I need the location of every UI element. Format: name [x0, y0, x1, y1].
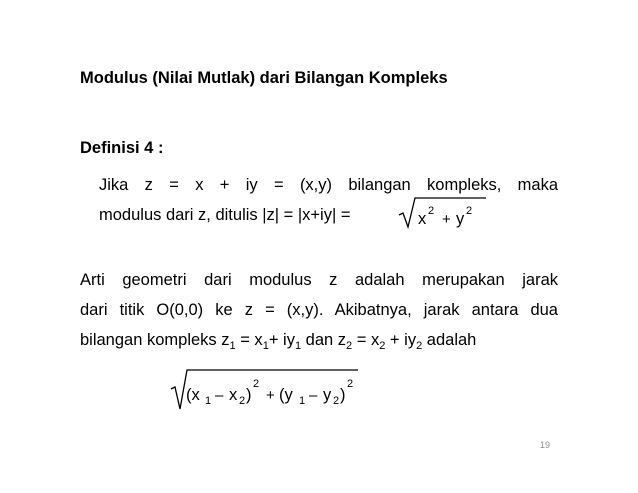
formula2-plus: +	[266, 387, 275, 404]
paragraph-line-3: bilangan kompleks $z_1 = x_1+ iy_1$ dan $z_2 = x_2 + iy_2$ adalah	[80, 331, 477, 352]
slide-title: Modulus (Nilai Mutlak) dari Bilangan Kompleks	[80, 69, 448, 87]
formula2-minus1: –	[215, 387, 224, 404]
sqrt-sign-icon	[398, 196, 488, 230]
formula1-y: y	[456, 210, 465, 228]
formula2-open2: (y	[279, 386, 293, 404]
paragraph-line-1: Arti geometri dari modulus z adalah merupakan jarak	[80, 271, 558, 289]
formula1-plus: +	[442, 211, 451, 228]
formula2-y2: y	[323, 386, 332, 404]
paragraph-line-2: dari titik O(0,0) ke z = (x,y). Akibatnya, jarak antara dua	[80, 301, 558, 319]
formula2-minus2: –	[309, 387, 318, 404]
formula2-close2: )	[340, 386, 346, 404]
formula1-exp2: 2	[466, 205, 473, 217]
formula2-x2: x	[229, 386, 238, 404]
formula2-close1: )	[246, 386, 252, 404]
distance-formula	[170, 367, 370, 413]
sqrt-sign-icon	[170, 367, 370, 413]
formula2-sub1: 1	[205, 395, 212, 407]
formula2-sub4: 2	[333, 395, 340, 407]
formula2-exp2: 2	[347, 378, 354, 390]
definition-line-2: modulus dari z, ditulis |z| = |x+iy| =	[99, 206, 351, 224]
formula2-open1: (x	[186, 386, 200, 404]
formula1-x: x	[418, 210, 427, 228]
modulus-formula	[398, 196, 488, 230]
formula2-exp1: 2	[253, 378, 260, 390]
definition-heading: Definisi 4 :	[80, 139, 164, 157]
formula2-sub3: 1	[299, 395, 306, 407]
page-number: 19	[540, 440, 551, 450]
formula2-sub2: 2	[239, 395, 246, 407]
definition-line-1: Jika z = x + iy = (x,y) bilangan kompleks, maka	[99, 176, 558, 194]
formula1-exp1: 2	[428, 205, 435, 217]
